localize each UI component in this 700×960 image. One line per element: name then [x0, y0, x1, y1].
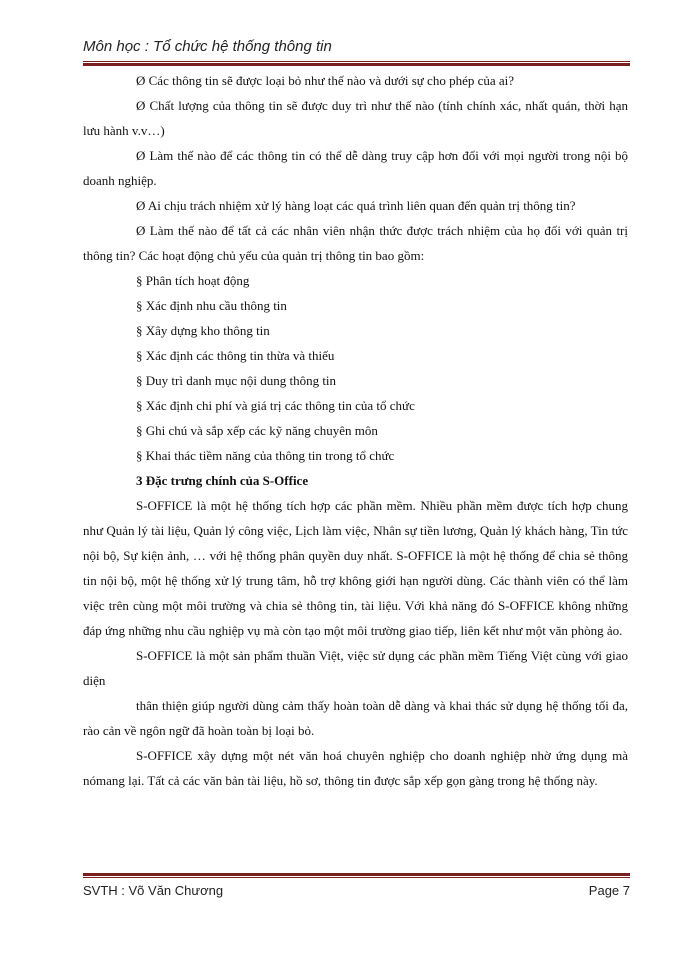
question-item: Ø Làm thế nào để tất cả các nhân viên nhận thức được trách nhiệm của họ đối với quản trị thông tin? Các hoạt động chủ yếu của quản trị thông tin bao gồm: [83, 223, 628, 263]
section-paragraph: S-OFFICE là một sản phẩm thuần Việt, việc sử dụng các phần mềm Tiếng Việt cùng với giao diện [83, 648, 628, 688]
question-item: Ø Các thông tin sẽ được loại bỏ như thế nào và dưới sự cho phép của ai? [136, 73, 515, 88]
footer-rule-thick [83, 873, 630, 876]
section-paragraph: S-OFFICE xây dựng một nét văn hoá chuyên nghiệp cho doanh nghiệp nhờ ứng dụng mà nómang lại. Tất cả các văn bản tài liệu, hồ sơ, thông tin được sắp xếp gọn gàng trong hệ thống này. [83, 748, 628, 788]
activity-item: § Xác định các thông tin thừa và thiếu [136, 348, 335, 363]
footer-rule-thin [83, 877, 630, 878]
section-paragraph: thân thiện giúp người dùng cảm thấy hoàn toàn dễ dàng và khai thác sử dụng hệ thống tối đa, rào cản về ngôn ngữ đã hoàn toàn bị loại bỏ. [83, 698, 628, 738]
activity-item: § Phân tích hoạt động [136, 273, 250, 288]
activity-item: § Xác định nhu cầu thông tin [136, 298, 287, 313]
question-item: Ø Ai chịu trách nhiệm xử lý hàng loạt các quá trình liên quan đến quản trị thông tin? [136, 198, 576, 213]
activity-item: § Xác định chi phí và giá trị các thông tin của tổ chức [136, 398, 415, 413]
activity-item: § Ghi chú và sắp xếp các kỹ năng chuyên môn [136, 423, 378, 438]
page-number: Page 7 [588, 883, 630, 898]
section-paragraph: S-OFFICE là một hệ thống tích hợp các phần mềm. Nhiều phần mềm được tích hợp chung như Quản lý tài liệu, Quản lý công việc, Lịch làm việc, Nhân sự tiền lương, Quản lý khách hàng, Tin tức nội bộ, Sự kiện ảnh, … với hệ thống phân quyền duy nhất. S-OFFICE là một hệ thống để chia sẻ thông tin nội bộ, một hệ thống xử lý trung tâm, hỗ trợ không giới hạn người dùng. Các thành viên có thể làm việc trên cùng một môi trường và chia sẻ thông tin, tài liệu. Với khả năng đó S-OFFICE không những đáp ứng những nhu cầu nghiệp vụ mà còn tạo một môi trường giao tiếp, liên kết như một văn phòng ảo. [83, 498, 628, 638]
activity-item: § Xây dựng kho thông tin [136, 323, 270, 338]
question-item: Ø Làm thế nào để các thông tin có thể dễ dàng truy cập hơn đối với mọi người trong nội bộ doanh nghiệp. [83, 148, 628, 188]
activity-item: § Khai thác tiềm năng của thông tin trong tổ chức [136, 448, 395, 463]
student-name: SVTH : Võ Văn Chương [83, 883, 224, 898]
document-body [83, 68, 628, 793]
section-heading: 3 Đặc trưng chính của S-Office [136, 473, 309, 488]
question-item: Ø Chất lượng của thông tin sẽ được duy trì như thế nào (tính chính xác, nhất quán, thời hạn lưu hành v.v…) [83, 98, 628, 138]
header-title: Môn học : Tổ chức hệ thống thông tin [83, 38, 332, 55]
header-rule-thick [83, 63, 630, 66]
activity-item: § Duy trì danh mục nội dung thông tin [136, 373, 337, 388]
header-rule-thin [83, 61, 630, 62]
